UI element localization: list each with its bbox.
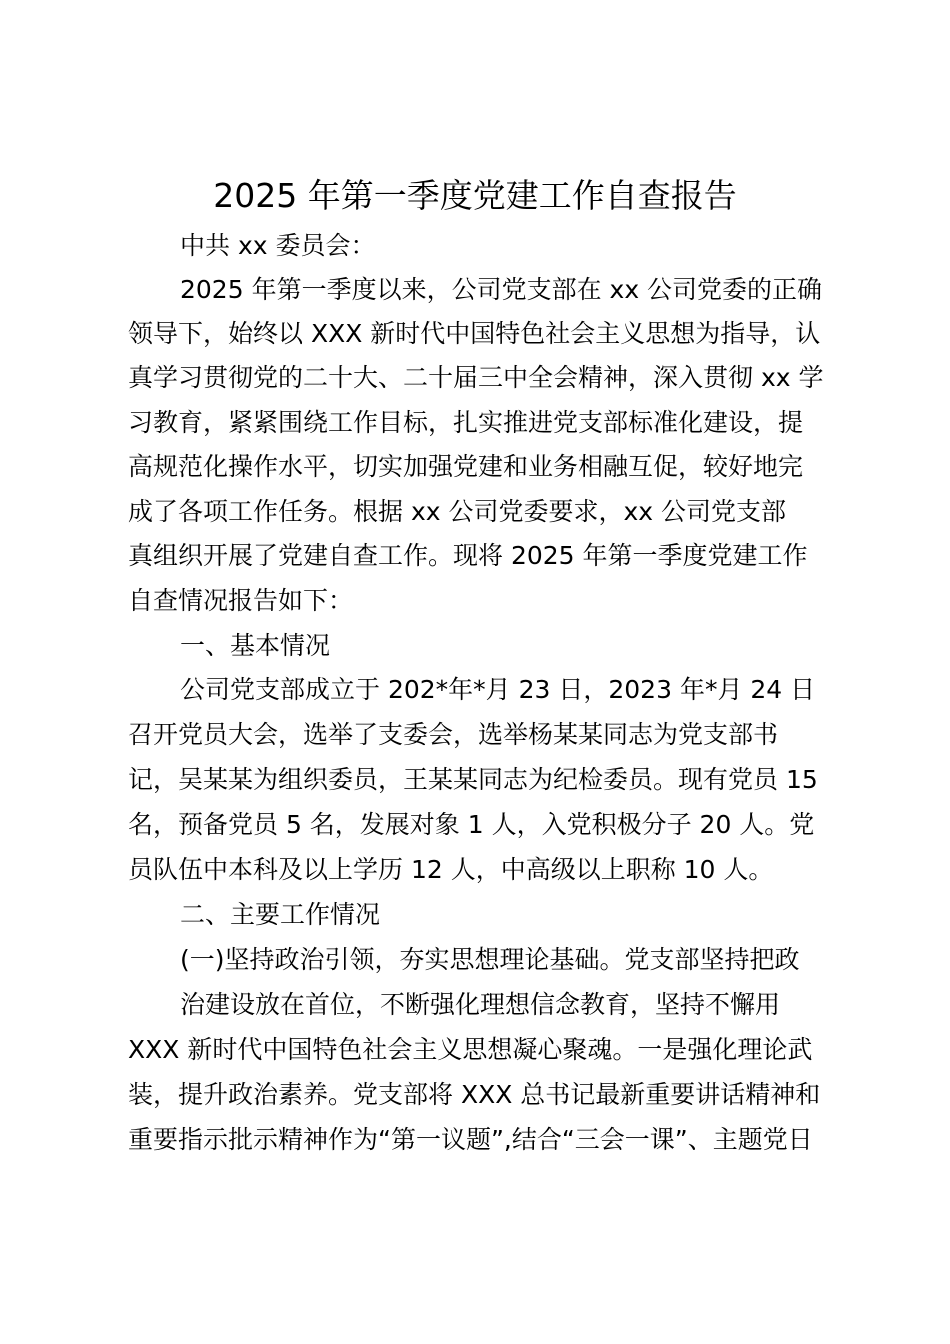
paragraph-line: 真学习贯彻党的二十大、二十届三中全会精神，深入贯彻 xx 学 — [128, 363, 824, 392]
paragraph-line: 治建设放在首位，不断强化理想信念教育，坚持不懈用 — [180, 990, 781, 1019]
paragraph-line: 习教育，紧紧围绕工作目标，扎实推进党支部标准化建设，提 — [128, 408, 804, 437]
salutation: 中共 xx 委员会： — [180, 231, 376, 260]
paragraph-line: 员队伍中本科及以上学历 12 人，中高级以上职称 10 人。 — [128, 855, 774, 884]
paragraph-line: (一)坚持政治引领，夯实思想理论基础。党支部坚持把政 — [180, 945, 800, 974]
section-heading-main-work: 二、主要工作情况 — [180, 900, 381, 929]
document-title: 2025 年第一季度党建工作自查报告 — [213, 176, 737, 215]
paragraph-line: 领导下，始终以 XXX 新时代中国特色社会主义思想为指导，认 — [128, 319, 821, 348]
paragraph-line: 名，预备党员 5 名，发展对象 1 人，入党积极分子 20 人。党 — [128, 810, 815, 839]
section-heading-basic: 一、基本情况 — [180, 631, 331, 660]
paragraph-line: 重要指示批示精神作为“第一议题”,结合“三会一课”、主题党日 — [128, 1125, 813, 1154]
paragraph-line: 记，吴某某为组织委员，王某某同志为纪检委员。现有党员 15 — [128, 765, 818, 794]
paragraph-line: 召开党员大会，选举了支委会，选举杨某某同志为党支部书 — [128, 720, 779, 749]
paragraph-line: 真组织开展了党建自查工作。现将 2025 年第一季度党建工作 — [128, 541, 808, 570]
paragraph-line: XXX 新时代中国特色社会主义思想凝心聚魂。一是强化理论武 — [128, 1035, 813, 1064]
paragraph-line: 成了各项工作任务。根据 xx 公司党委要求，xx 公司党支部 — [128, 497, 787, 526]
paragraph-line: 高规范化操作水平，切实加强党建和业务相融互促，较好地完 — [128, 452, 804, 481]
paragraph-line: 自查情况报告如下： — [128, 586, 354, 615]
paragraph-line: 2025 年第一季度以来，公司党支部在 xx 公司党委的正确 — [180, 275, 823, 304]
paragraph-line: 公司党支部成立于 202*年*月 23 日，2023 年*月 24 日 — [180, 675, 816, 704]
paragraph-line: 装，提升政治素养。党支部将 XXX 总书记最新重要讲话精神和 — [128, 1080, 821, 1109]
